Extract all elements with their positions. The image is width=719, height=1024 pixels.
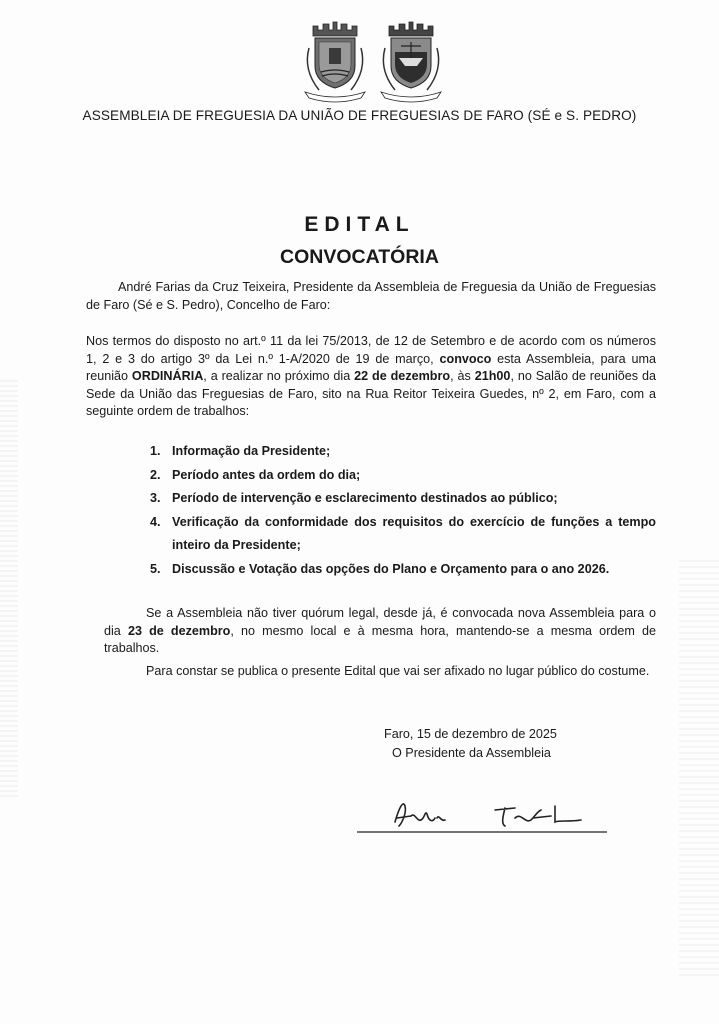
- place-date: Faro, 15 de dezembro de 2025: [384, 727, 557, 741]
- agenda-item-number: 2.: [150, 467, 161, 482]
- agenda-item-text: Verificação da conformidade dos requisitos do exercício de funções a tempo inteiro da Presidente;: [172, 514, 656, 552]
- agenda-item-number: 5.: [150, 561, 161, 576]
- agenda-item: [150, 464, 656, 488]
- agenda-item: [150, 558, 656, 582]
- quorum-paragraph: [104, 605, 656, 658]
- signatory-role: O Presidente da Assembleia: [392, 746, 551, 760]
- crest-se-faro: [295, 18, 375, 104]
- terms-text-5: , no Salão de reuniões da Sede da União das Freguesias de Faro, sito na Rua Reitor Teixeira Guedes, nº 2, em Faro, com a seguinte ordem de trabalhos:: [86, 369, 656, 418]
- agenda-item-text: Período de intervenção e esclarecimento destinados ao público;: [172, 491, 558, 505]
- document-subtitle: CONVOCATÓRIA: [280, 246, 439, 268]
- crest-sao-pedro: [371, 18, 451, 104]
- quorum-text-2: , no mesmo local e à mesma hora, mantendo-se a mesma ordem de trabalhos.: [104, 623, 657, 655]
- assembly-header: ASSEMBLEIA DE FREGUESIA DA UNIÃO DE FREGUESIAS DE FARO (SÉ e S. PEDRO): [82, 108, 637, 123]
- terms-ordinaria: ORDINÁRIA: [131, 369, 204, 383]
- agenda-item-text: Informação da Presidente;: [172, 444, 331, 458]
- terms-meeting-time: 21h00: [474, 369, 511, 383]
- agenda-item-number: 3.: [150, 491, 161, 505]
- terms-text-2: esta Assembleia, para uma reunião: [86, 351, 656, 383]
- agenda-item-text: Período antes da ordem do dia;: [172, 467, 361, 482]
- scan-artifact-left: [0, 380, 18, 800]
- quorum-text-1: Se a Assembleia não tiver quórum legal, desde já, é convocada nova Assembleia para o dia: [104, 606, 656, 638]
- terms-convoco: convoco: [439, 351, 492, 366]
- publication-paragraph: Para constar se publica o presente Edital que vai ser afixado no lugar público do costume.: [146, 664, 650, 678]
- document-title: EDITAL: [304, 213, 415, 236]
- agenda-item-text: Discussão e Votação das opções do Plano e Orçamento para o ano 2026.: [172, 561, 610, 576]
- terms-text-4: , às: [450, 369, 475, 383]
- agenda-item: [150, 511, 656, 558]
- scan-artifact-right: [679, 560, 719, 980]
- terms-meeting-date: 22 de dezembro: [354, 369, 451, 383]
- agenda-item-number: 4.: [150, 514, 161, 529]
- terms-paragraph: [86, 333, 656, 421]
- agenda-item-number: 1.: [150, 444, 161, 458]
- terms-text-3: , a realizar no próximo dia: [203, 369, 355, 383]
- intro-paragraph: André Farias da Cruz Teixeira, Presidente da Assembleia de Freguesia da União de Freguesias de Faro (Sé e S. Pedro), Concelho de Faro:: [86, 280, 656, 312]
- agenda-item: [150, 440, 656, 464]
- quorum-date: 23 de dezembro: [127, 623, 231, 638]
- agenda-list: [150, 440, 656, 581]
- agenda-item: [150, 487, 656, 511]
- handwritten-signature: [355, 792, 615, 840]
- terms-text-1: Nos termos do disposto no art.º 11 da lei 75/2013, de 12 de Setembro e de acordo com os números 1, 2 e 3 do artigo 3º da Lei n.º 1-A/2020 de 19 de março,: [86, 334, 656, 366]
